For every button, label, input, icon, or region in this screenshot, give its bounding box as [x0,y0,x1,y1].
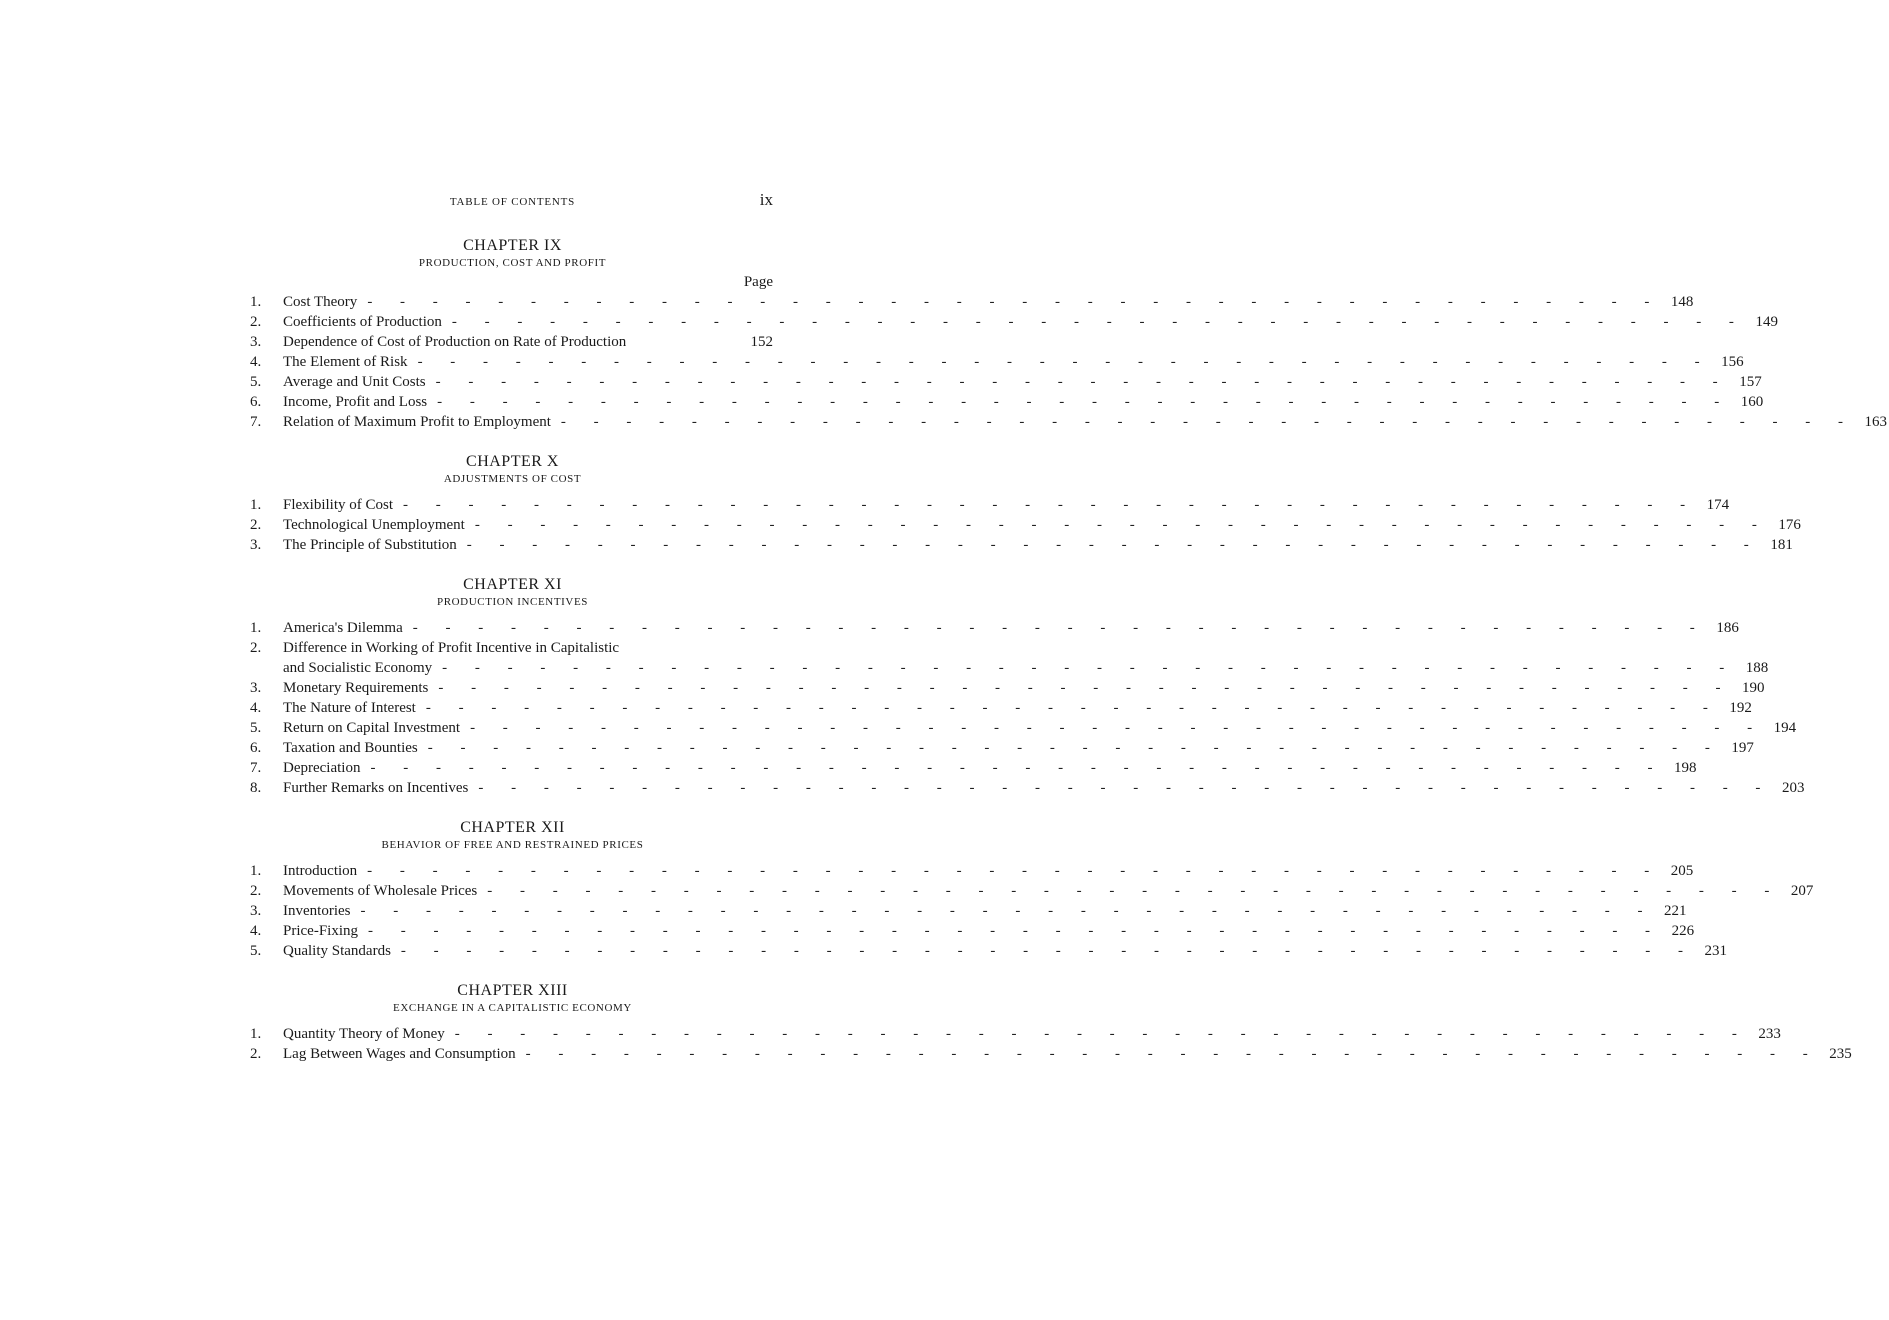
entry-number: 8. [250,780,262,796]
entry-body [283,495,1730,515]
dot-leader: - - - - - - - - - - - - - - - - - - - - - - - - - - - - - - - - - - - - - - - - [437,394,1732,410]
entry-title: The Element of Risk [283,354,408,370]
entry-title: Flexibility of Cost [283,497,394,513]
entry-number: 2. [250,314,262,330]
entry-body [283,392,1764,412]
toc-entry[interactable] [250,861,1694,881]
entry-page: 233 [1758,1026,1781,1042]
entry-title: Coefficients of Production [283,314,442,330]
toc-entry[interactable] [250,372,1762,392]
entry-body [283,718,1797,738]
entry-body [283,292,1694,312]
entry-title: Cost Theory [283,294,358,310]
entry-page: 235 [1829,1046,1852,1062]
chapter-section [250,981,1852,1064]
entry-number: 4. [250,923,262,939]
chapter-subtitle: BEHAVIOR OF FREE AND RESTRAINED PRICES [381,839,644,851]
entry-title: Dependence of Cost of Production on Rate of Production [283,334,627,350]
dot-leader: - - - - - - - - - - - - - - - - - - - - - - - - - - - - - - - - - - - - - - - - [478,780,1773,796]
dot-leader: - - - - - - - - - - - - - - - - - - - - - - - - - - - - - - - - - - - - - - - - [368,923,1663,939]
entry-page: 197 [1731,740,1754,756]
dot-leader: - - - - - - - - - - - - - - - - - - - - - - - - - - - - - - - - - - - - - - - - [438,680,1733,696]
dot-leader: - - - - - - - - - - - - - - - - - - - - - - - - - - - - - - - - - - - - - - - - [525,1046,1820,1062]
dot-leader: - - - - - - - - - - - - - - - - - - - - - - - - - - - - - - - - - - - - - - - - [412,620,1707,636]
chapter-section [250,236,1887,432]
entry-title: Relation of Maximum Profit to Employment [283,414,551,430]
entry-title: Movements of Wholesale Prices [283,883,478,899]
dot-leader: - - - - - - - - - - - - - - - - - - - - - - - - - - - - - - - - - - - - - - - - [425,700,1720,716]
entry-title: and Socialistic Economy [283,660,433,676]
toc-entry[interactable] [250,778,1805,798]
entry-body [283,941,1727,961]
entry-page: 198 [1674,760,1697,776]
toc-entry[interactable] [250,515,1801,535]
chapter-title: CHAPTER XI [463,576,562,593]
chapter-title: CHAPTER IX [463,237,562,254]
entry-title: The Principle of Substitution [283,537,457,553]
entry-body [283,535,1793,555]
toc-entry[interactable] [250,718,1797,738]
entry-title: Depreciation [283,760,361,776]
entry-body [283,861,1694,881]
dot-leader: - - - - - - - - - - - - - - - - - - - - - - - - - - - - - - - - - - - - - - - - [435,374,1730,390]
entry-number: 6. [250,394,262,410]
entry-body [283,372,1762,392]
entry-title: Technological Unemployment [283,517,465,533]
chapter-title: CHAPTER XII [460,819,565,836]
dot-leader: - - - - - - - - - - - - - - - - - - - - - - - - - - - - - - - - - - - - - - - - [403,497,1698,513]
entry-page: 190 [1741,680,1765,696]
entry-body [283,758,1697,778]
running-title: TABLE OF CONTENTS [449,196,576,208]
entry-body [283,618,1739,638]
dot-leader: - - - - - - - - - - - - - - - - - - - - - - - - - - - - - - - - - - - - - - - - [367,294,1662,310]
entry-title-line1: Difference in Working of Profit Incentive in Capitalistic [283,640,620,656]
entry-number: 4. [250,354,262,370]
dot-leader: - - - - - - - - - - - - - - - - - - - - - - - - - - - - - - - - - - - - - - - - [451,314,1746,330]
entry-title: The Nature of Interest [283,700,416,716]
entry-number: 2. [250,517,262,533]
entry-body [283,332,775,352]
entry-body [283,352,1744,372]
entry-title: Introduction [283,863,358,879]
entry-number: 7. [250,760,262,776]
page-column-label: Page [743,274,773,290]
entry-title: Taxation and Bounties [283,740,418,756]
entry-page: 156 [1721,354,1744,370]
toc-entry[interactable] [250,535,1793,555]
entry-number: 2. [250,883,262,899]
toc-entry[interactable] [250,941,1727,961]
entry-page: 226 [1671,923,1695,939]
dot-leader: - - - - - - - - - - - - - - - - - - - - - - - - - - - - - - - - - - - - - - - - [417,354,1712,370]
entry-page: 181 [1770,537,1793,553]
entry-body [283,638,1769,678]
dot-leader: - - - - - - - - - - - - - - - - - - - - - - - - - - - - - - - - - - - - - - - - [454,1026,1749,1042]
entry-number: 1. [250,620,262,636]
entry-body [283,412,1887,432]
entry-number: 3. [250,680,262,696]
entry-title: Price-Fixing [283,923,358,939]
entry-body [283,881,1814,901]
toc-entry[interactable] [250,1044,1852,1064]
toc-entry[interactable] [250,292,1694,312]
dot-leader: - - - - - - - - - - - - - - - - - - - - - - - - - - - - - - - - - - - - - - - - [466,537,1761,553]
dot-leader: - - - - - - - - - - - - - - - - - - - - - - - - - - - - - - - - - - - - - - - - [400,943,1695,959]
entry-number: 4. [250,700,262,716]
toc-entry[interactable] [250,698,1752,718]
entry-title: Inventories [283,903,351,919]
chapter-section [250,452,1801,555]
entry-page: 148 [1670,294,1694,310]
entry-title: Quantity Theory of Money [283,1026,445,1042]
entry-title: Income, Profit and Loss [283,394,428,410]
running-head [250,190,775,214]
entry-title: Quality Standards [283,943,391,959]
toc-entry[interactable] [250,901,1687,921]
chapter-subtitle: EXCHANGE IN A CAPITALISTIC ECONOMY [393,1002,632,1014]
entry-number: 6. [250,740,262,756]
toc-entry[interactable] [250,495,1730,515]
entry-number: 5. [250,374,262,390]
chapter-list [250,236,1887,1064]
dot-leader: - - - - - - - - - - - - - - - - - - - - - - - - - - - - - - - - - - - - - - - - [360,903,1655,919]
entry-body [283,1044,1852,1064]
entry-number: 1. [250,1026,262,1042]
entry-body [283,1024,1781,1044]
entry-title-line2 [283,658,1769,678]
chapter-title: CHAPTER X [466,453,559,470]
chapter-subtitle: PRODUCTION INCENTIVES [436,596,588,608]
dot-leader: - - - - - - - - - - - - - - - - - - - - - - - - - - - - - - - - - - - - - - - - [474,517,1769,533]
entry-number: 1. [250,863,262,879]
entry-title: Return on Capital Investment [283,720,461,736]
entry-number: 7. [250,414,262,430]
entry-number: 3. [250,537,262,553]
entry-title: America's Dilemma [283,620,403,636]
entry-number: 5. [250,943,262,959]
toc-entry[interactable] [250,412,1887,432]
entry-page: 174 [1706,497,1730,513]
toc-entry[interactable] [250,678,1765,698]
toc-entry[interactable] [250,332,775,352]
chapter-title: CHAPTER XIII [457,982,568,999]
chapter-subtitle: PRODUCTION, COST AND PROFIT [418,257,607,269]
entry-title: Monetary Requirements [283,680,429,696]
entry-number: 5. [250,720,262,736]
entry-number: 2. [250,1046,262,1062]
entry-number: 3. [250,334,262,350]
entry-page: 207 [1790,883,1814,899]
toc-page [250,190,1887,1064]
entry-page: 149 [1755,314,1778,330]
entry-title: Average and Unit Costs [283,374,426,390]
entry-page: 194 [1773,720,1797,736]
dot-leader: - - - - - - - - - - - - - - - - - - - - - - - - - - - - - - - - - - - - - - - - [427,740,1722,756]
entry-page: 163 [1864,414,1887,430]
entry-page: 152 [750,334,773,350]
entry-number: 1. [250,294,262,310]
entry-page: 203 [1781,780,1805,796]
entry-page: 231 [1704,943,1727,959]
page-number: ix [759,190,773,209]
entry-number: 3. [250,903,262,919]
chapter-section [250,818,1814,961]
entry-page: 188 [1745,660,1769,676]
chapter-section [250,575,1805,798]
toc-entry[interactable] [250,618,1739,638]
dot-leader: - - - - - - - - - - - - - - - - - - - - - - - - - - - - - - - - - - - - - - - - [560,414,1855,430]
dot-leader: - - - - - - - - - - - - - - - - - - - - - - - - - - - - - - - - - - - - - - - - [442,660,1737,676]
dot-leader: - - - - - - - - - - - - - - - - - - - - - - - - - - - - - - - - - - - - - - - - [367,863,1662,879]
toc-entry[interactable] [250,392,1764,412]
dot-leader: - - - - - - - - - - - - - - - - - - - - - - - - - - - - - - - - - - - - - - - - [487,883,1782,899]
toc-entry[interactable] [250,352,1744,372]
toc-entry[interactable] [250,921,1695,941]
dot-leader: - - - - - - - - - - - - - - - - - - - - - - - - - - - - - - - - - - - - - - - - [470,720,1765,736]
entry-title: Lag Between Wages and Consumption [283,1046,516,1062]
toc-entry[interactable] [250,312,1778,332]
entry-body [283,678,1765,698]
entry-number: 2. [250,640,262,656]
entry-title: Further Remarks on Incentives [283,780,469,796]
toc-entry[interactable] [250,881,1814,901]
entry-page: 192 [1729,700,1752,716]
dot-leader: - - - - - - - - - - - - - - - - - - - - - - - - - - - - - - - - - - - - - - - - [370,760,1665,776]
entry-page: 176 [1778,517,1801,533]
entry-body [283,921,1695,941]
entry-page: 186 [1716,620,1739,636]
entry-body [283,778,1805,798]
entry-body [283,312,1778,332]
entry-number: 1. [250,497,262,513]
toc-entry[interactable] [250,738,1754,758]
entry-body [283,901,1687,921]
toc-entry[interactable] [250,758,1697,778]
entry-page: 205 [1670,863,1694,879]
entry-page: 157 [1739,374,1762,390]
entry-body [283,515,1801,535]
entry-body [283,738,1754,758]
chapter-subtitle: ADJUSTMENTS OF COST [443,473,582,485]
entry-page: 221 [1664,903,1687,919]
entry-page: 160 [1740,394,1764,410]
entry-body [283,698,1752,718]
toc-entry[interactable] [250,638,1769,678]
toc-entry[interactable] [250,1024,1781,1044]
